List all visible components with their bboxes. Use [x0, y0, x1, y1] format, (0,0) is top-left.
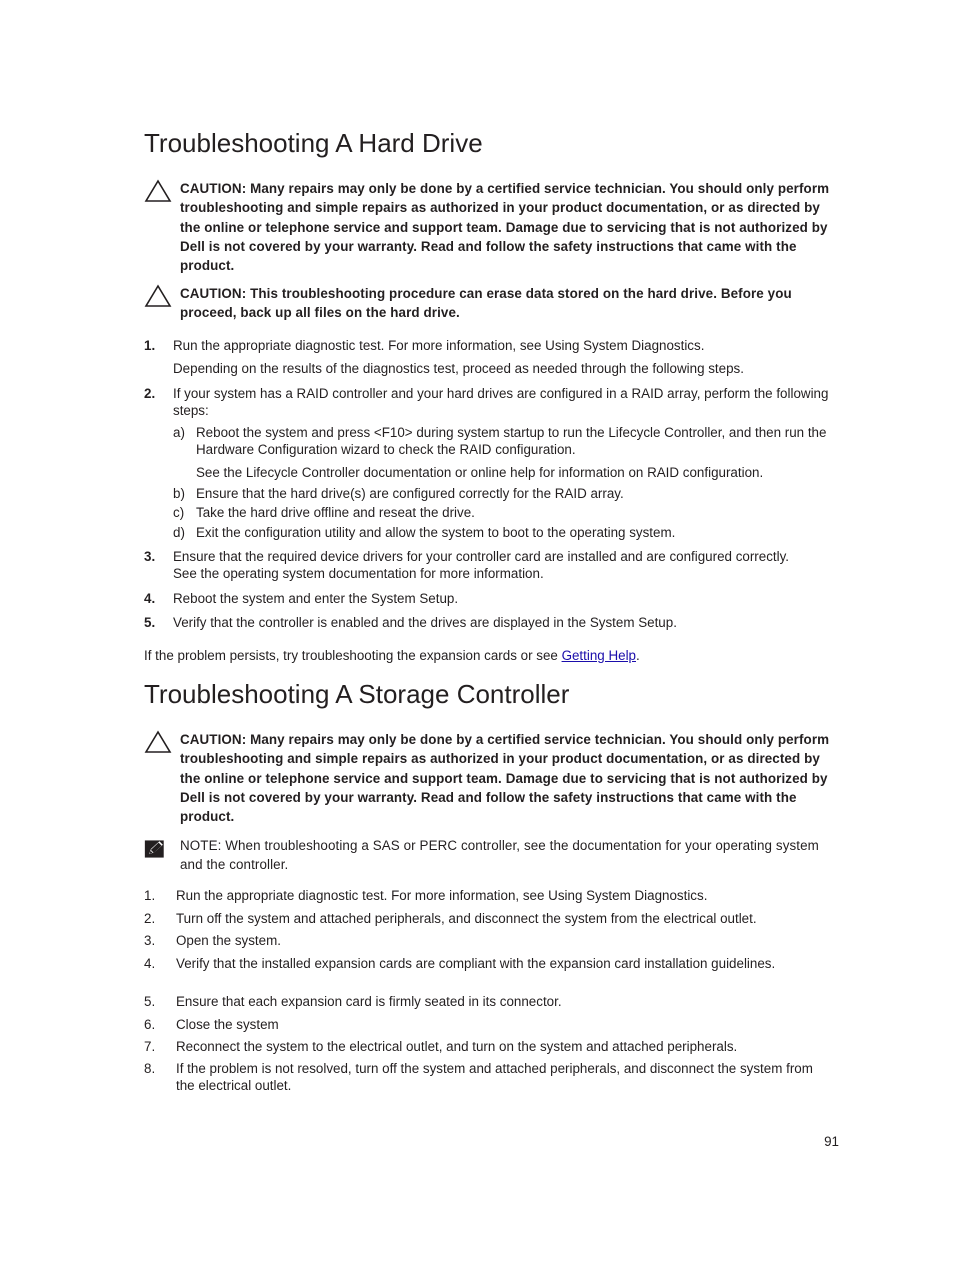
list-text: Ensure that each expansion card is firmly seated in its connector. [176, 994, 562, 1009]
list-number: 7. [144, 1039, 156, 1054]
list-item [144, 337, 838, 354]
note-pencil-icon [144, 838, 168, 860]
list-number: 8. [144, 1061, 156, 1076]
caution-notice [144, 730, 838, 826]
list-item [144, 1060, 838, 1094]
list-item [144, 614, 838, 631]
sub-list-letter: d) [173, 525, 185, 540]
sub-list-letter: b) [173, 486, 185, 501]
list-number: 2. [144, 386, 156, 401]
caution-notice [144, 179, 838, 275]
list-text: Open the system. [176, 933, 281, 948]
sub-list-text: Take the hard drive offline and reseat the drive. [196, 505, 475, 520]
note-body: When troubleshooting a SAS or PERC controller, see the documentation for your operating system and the controller. [180, 838, 819, 873]
list-number: 3. [144, 933, 156, 948]
note-notice [144, 836, 838, 875]
sub-list-note-text: See the Lifecycle Controller documentation or online help for information on RAID configuration. [196, 465, 764, 480]
note-text [180, 836, 838, 875]
sub-list-item [173, 485, 839, 502]
list-item [144, 590, 838, 607]
list-item [144, 1016, 838, 1033]
list-number: 6. [144, 1017, 156, 1032]
list-number: 1. [144, 338, 156, 353]
list-item [144, 887, 838, 904]
sub-list-note [173, 464, 853, 481]
caution-triangle-icon [144, 284, 172, 308]
list-number: 4. [144, 956, 156, 971]
list-item [144, 385, 838, 419]
list-number: 3. [144, 549, 156, 564]
section-title-hard-drive: Troubleshooting A Hard Drive [144, 128, 483, 158]
list-text: If your system has a RAID controller and your hard drives are configured in a RAID array, perform the following steps: [173, 386, 829, 418]
list-note: Depending on the results of the diagnostics test, proceed as needed through the following steps. [173, 361, 744, 376]
footer-end: . [636, 648, 640, 663]
list-item [144, 548, 838, 582]
list-text: Verify that the installed expansion cards are compliant with the expansion card installation guidelines. [176, 956, 776, 971]
list-item [144, 955, 838, 972]
caution-text: CAUTION: Many repairs may only be done by a certified service technician. You should only perform troubleshooting and simple repairs as authorized in your product documentation, or as directed by the online or telephone service and support team. Damage due to servicing that is not authorized by Dell is not covered by your warranty. Read and follow the safety instructions that came with the product. [180, 732, 830, 825]
sub-list-text: Exit the configuration utility and allow the system to boot to the operating system. [196, 525, 676, 540]
getting-help-link[interactable]: Getting Help [561, 648, 636, 663]
sub-list-letter: c) [173, 505, 185, 520]
list-item-note [144, 360, 838, 377]
list-text: Verify that the controller is enabled and the drives are displayed in the System Setup. [173, 615, 677, 630]
list-item [144, 1038, 838, 1055]
list-number: 4. [144, 591, 156, 606]
sub-list-text: Ensure that the hard drive(s) are configured correctly for the RAID array. [196, 486, 624, 501]
list-item [144, 932, 838, 949]
list-text: Close the system [176, 1017, 279, 1032]
footer-paragraph [144, 647, 838, 664]
section-title-storage-controller: Troubleshooting A Storage Controller [144, 679, 570, 709]
list-number: 5. [144, 615, 156, 630]
caution-text: CAUTION: This troubleshooting procedure can erase data stored on the hard drive. Before you proceed, back up all files on the hard drive. [180, 286, 792, 321]
caution-triangle-icon [144, 730, 172, 754]
page-number: 91 [824, 1134, 839, 1149]
list-text: Run the appropriate diagnostic test. For more information, see Using System Diagnostics. [176, 888, 708, 903]
list-text: Reconnect the system to the electrical outlet, and turn on the system and attached peripherals. [176, 1039, 738, 1054]
sub-list-item [173, 524, 839, 541]
list-text: Run the appropriate diagnostic test. For more information, see Using System Diagnostics. [173, 338, 705, 353]
note-lead: NOTE: [180, 838, 222, 853]
sub-list-item [173, 424, 839, 458]
list-number: 2. [144, 911, 156, 926]
list-item [144, 993, 838, 1010]
caution-text: CAUTION: Many repairs may only be done by a certified service technician. You should only perform troubleshooting and simple repairs as authorized in your product documentation, or as directed by the online or telephone service and support team. Damage due to servicing that is not authorized by Dell is not covered by your warranty. Read and follow the safety instructions that came with the product. [180, 181, 830, 274]
footer-text: If the problem persists, try troubleshooting the expansion cards or see [144, 648, 562, 663]
list-number: 5. [144, 994, 156, 1009]
list-text: Ensure that the required device drivers for your controller card are installed and are configured correctly. See the operating system documentation for more information. [173, 549, 790, 581]
list-text: If the problem is not resolved, turn off the system and attached peripherals, and disconnect the system from the electrical outlet. [176, 1061, 813, 1093]
sub-list-letter: a) [173, 425, 185, 440]
list-number: 1. [144, 888, 156, 903]
sub-list-text: Reboot the system and press <F10> during system startup to run the Lifecycle Controller, and then run the Hardware Configuration wizard to check the RAID configuration. [196, 425, 827, 457]
sub-list-item [173, 504, 839, 521]
list-text: Reboot the system and enter the System Setup. [173, 591, 459, 606]
list-text: Turn off the system and attached peripherals, and disconnect the system from the electrical outlet. [176, 911, 757, 926]
list-item [144, 910, 838, 927]
caution-notice-erase [144, 284, 838, 323]
caution-triangle-icon [144, 179, 172, 203]
